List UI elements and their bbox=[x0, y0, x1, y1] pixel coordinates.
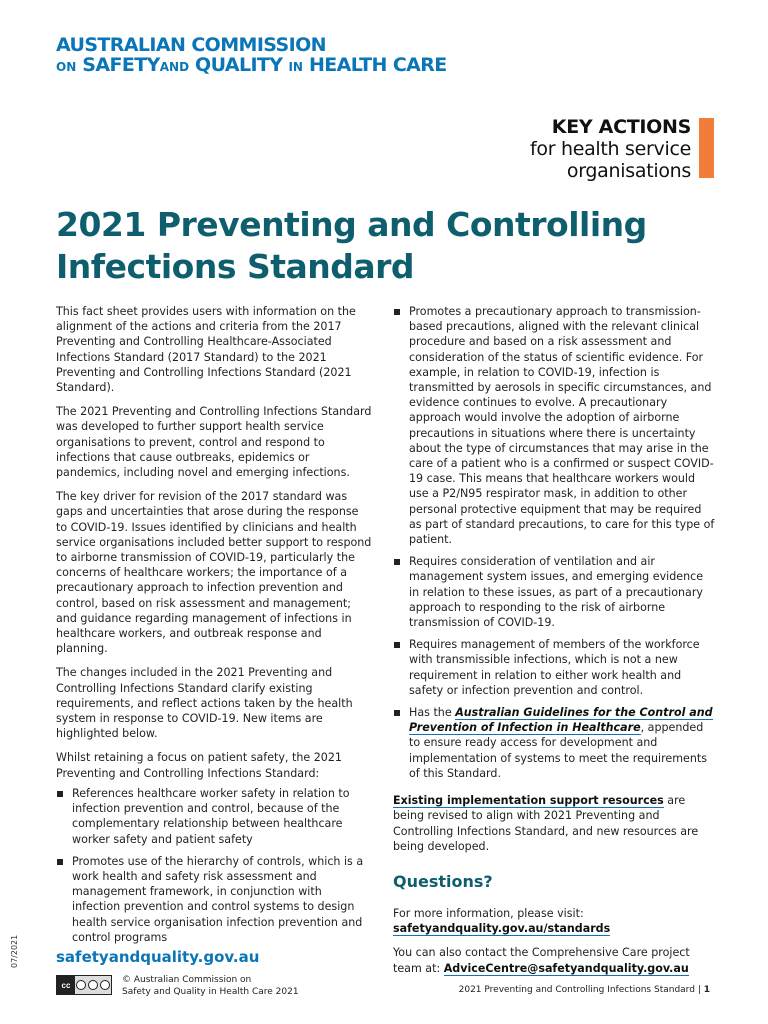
questions-heading: Questions? bbox=[393, 871, 493, 891]
page-number: 1 bbox=[703, 985, 710, 995]
left-column bbox=[56, 304, 372, 952]
side-date: 07/2021 bbox=[10, 934, 19, 968]
questions-paragraph: For more information, please visit: safetyandquality.gov.au/standards bbox=[393, 906, 611, 936]
nc-icon bbox=[88, 980, 98, 990]
contact-paragraph: You can also contact the Comprehensive Care project team at: AdviceCentre@safetyandquality.gov.au bbox=[393, 946, 690, 975]
nd-icon bbox=[100, 980, 110, 990]
paragraph-focus: Whilst retaining a focus on patient safety, the 2021 Preventing and Controlling Infections Standard: bbox=[56, 751, 342, 780]
commission-logo bbox=[56, 36, 447, 76]
standards-link[interactable]: safetyandquality.gov.au/standards bbox=[393, 922, 611, 936]
key-actions-label bbox=[530, 116, 691, 182]
list-item: Promotes a precautionary approach to transmission-based precautions, aligned with the relevant clinical procedure and based on a risk assessment and consideration of the status of scientific evidence. For example, in relation to COVID-19, infection is transmitted by aerosols in specific circumstances, and evidence continues to evolve. A precautionary approach would involve the adoption of airborne precautions in situations where there is uncertainty about the type of circumstances that may arise in the care of a patient who is a confirmed or suspect COVID-19 case. This means that healthcare workers would use a P2/N95 respirator mask, in addition to other personal protective equipment that may be required as part of standard precautions, to care for this type of patient. bbox=[393, 304, 715, 547]
page-title: 2021 Preventing and Controlling Infections Standard bbox=[56, 205, 647, 286]
email-link[interactable]: AdviceCentre@safetyandquality.gov.au bbox=[443, 961, 689, 975]
by-icon bbox=[76, 980, 86, 990]
right-bullet-list bbox=[393, 304, 715, 781]
logo-line2: ON SAFETYAND QUALITY IN HEALTH CARE bbox=[56, 53, 447, 76]
resources-link[interactable]: Existing implementation support resources bbox=[393, 794, 664, 808]
list-item: Requires consideration of ventilation and air management system issues, and emerging evidence in relation to these issues, as part of a precautionary approach to responding to the risk of airborne transmission of COVID-19. bbox=[393, 554, 715, 630]
paragraph-key-driver: The key driver for revision of the 2017 standard was gaps and uncertainties that arose during the response to COVID-19. Issues identified by clinicians and health service organisations included better support to respond to airborne transmission of COVID-19, particularly the concerns of healthcare workers; the importance of a precautionary approach to infection prevention and control, based on risk assessment and management; and guidance regarding management of infections in healthcare workers, and outbreak response and planning. bbox=[56, 490, 372, 656]
logo-line1: AUSTRALIAN COMMISSION bbox=[56, 34, 326, 56]
right-column bbox=[393, 304, 715, 985]
key-actions-title: KEY ACTIONS bbox=[551, 116, 691, 138]
intro-paragraph: This fact sheet provides users with information on the alignment of the actions and criteria from the 2017 Preventing and Controlling Healthcare-Associated Infections Standard (2017 Standard) to the 2021 Preventing and Controlling Infections Standard (2021 Standard). bbox=[56, 305, 356, 395]
resources-paragraph: Existing implementation support resources are being revised to align with 2021 Preventing and Controlling Infections Standard, and new resources are being developed. bbox=[393, 794, 699, 853]
list-item: Has the Australian Guidelines for the Control and Prevention of Infection in Healthcare, appended to ensure ready access for development and implementation of systems to meet the requirements of this Standard. bbox=[393, 705, 715, 781]
paragraph-changes: The changes included in the 2021 Preventing and Controlling Infections Standard clarify existing requirements, and reflect actions taken by the health system in response to COVID-19. New items are highlighted below. bbox=[56, 666, 353, 741]
guidelines-link[interactable]: Australian Guidelines for the Control and Prevention of Infection in Healthcare bbox=[409, 706, 713, 735]
key-actions-sub1: for health service bbox=[529, 138, 691, 160]
key-actions-sub2: organisations bbox=[566, 160, 691, 182]
paragraph-development: The 2021 Preventing and Controlling Infections Standard was developed to further support health service organisations to prevent, control and respond to infections that cause outbreaks, epidemics or pandemics, including novel and emerging infections. bbox=[56, 405, 372, 480]
creative-commons-icon bbox=[56, 975, 112, 995]
left-bullet-list bbox=[56, 786, 372, 945]
accent-bar bbox=[699, 118, 714, 178]
list-item: References healthcare worker safety in relation to infection prevention and control, because of the complementary relationship between healthcare worker safety and patient safety bbox=[56, 786, 372, 847]
footer-url-link[interactable]: safetyandquality.gov.au bbox=[56, 948, 260, 966]
footer-doc-title: 2021 Preventing and Controlling Infections Standard | 1 bbox=[458, 985, 710, 995]
list-item: Promotes use of the hierarchy of controls, which is a work health and safety risk assessment and management framework, in conjunction with infection prevention and control systems to design health service organisation infection prevention and control programs bbox=[56, 854, 372, 945]
cc-icon: cc bbox=[57, 976, 75, 994]
list-item: Requires management of members of the workforce with transmissible infections, which is not a new requirement in relation to either work health and safety or infection prevention and control. bbox=[393, 637, 715, 698]
copyright-text: © Australian Commission on Safety and Quality in Health Care 2021 bbox=[122, 975, 299, 997]
